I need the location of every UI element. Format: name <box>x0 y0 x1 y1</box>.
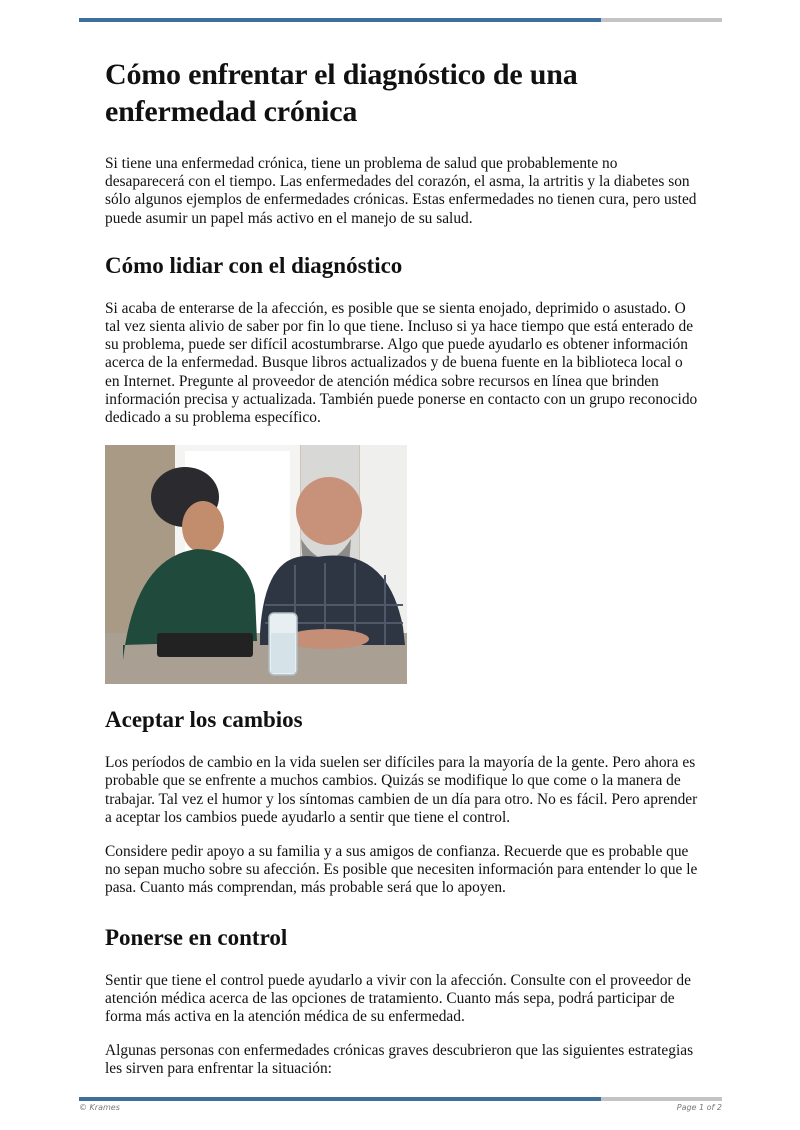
section-heading-changes: Aceptar los cambios <box>105 707 303 733</box>
header-rule-gray <box>601 18 722 22</box>
section-paragraph: Los períodos de cambio en la vida suelen ser difíciles para la mayoría de la gente. Pero ahora es probable que se enfrente a muchos cambios. Quizás se modifique lo que come o la manera de trabajar. Tal vez el humor y los síntomas cambien de un día para otro. No es fácil. Pero aprender a aceptar los cambios puede ayudarlo a sentir que tiene el control. <box>105 754 698 826</box>
header-rule <box>79 18 722 22</box>
footer-rule-gray <box>601 1097 722 1101</box>
article <box>105 56 700 1095</box>
footer-rule-accent <box>79 1097 601 1101</box>
patient-photo <box>105 445 407 684</box>
footer-rule <box>79 1097 722 1101</box>
photo-man-head <box>296 477 362 545</box>
section-heading-control: Ponerse en control <box>105 924 288 950</box>
section-paragraph: Considere pedir apoyo a su familia y a sus amigos de confianza. Recuerde que es probable que no sepan mucho sobre su afección. Es posible que necesiten información para entender lo que le pasa. Cuanto más comprendan, más probable será que lo apoyen. <box>105 843 698 897</box>
page-title: Cómo enfrentar el diagnóstico de una enfermedad crónica <box>105 58 578 128</box>
photo-tablet <box>157 633 253 657</box>
footer-page-number: Page 1 of 2 <box>676 1103 722 1112</box>
photo-woman-face <box>182 501 224 553</box>
section-paragraph: Si acaba de enterarse de la afección, es posible que se sienta enojado, deprimido o asustado. O tal vez sienta alivio de saber por fin lo que tiene. Incluso si ya hace tiempo que está enterado de su problema, puede ser difícil acostumbrarse. Algo que puede ayudarlo es obtener información acerca de la enfermedad. Busque libros actualizados y de buena fuente en la biblioteca local o en Internet. Pregunte al proveedor de atención médica sobre recursos en línea que brinden información precisa y actualizada. También puede ponerse en contacto con un grupo reconocido dedicado a su problema específico. <box>105 299 698 427</box>
footer-copyright: © Krames <box>79 1103 120 1112</box>
header-rule-accent <box>79 18 601 22</box>
photo-glass-water <box>271 633 295 673</box>
section-heading-diagnosis: Cómo lidiar con el diagnóstico <box>105 252 403 278</box>
intro-paragraph: Si tiene una enfermedad crónica, tiene un problema de salud que probablemente no desaparecerá con el tiempo. Las enfermedades del corazón, el asma, la artritis y la diabetes son sólo algunos ejemplos de enfermedades crónicas. Estas enfermedades no tienen cura, pero usted puede asumir un papel más activo en el manejo de su salud. <box>105 155 697 227</box>
section-paragraph: Algunas personas con enfermedades crónicas graves descubrieron que las siguientes estrategias les sirven para enfrentar la situación: <box>105 1042 694 1078</box>
section-paragraph: Sentir que tiene el control puede ayudarlo a vivir con la afección. Consulte con el proveedor de atención médica acerca de las opciones de tratamiento. Cuanto más sepa, podrá participar de forma más activa en la atención médica de su enfermedad. <box>105 971 691 1026</box>
